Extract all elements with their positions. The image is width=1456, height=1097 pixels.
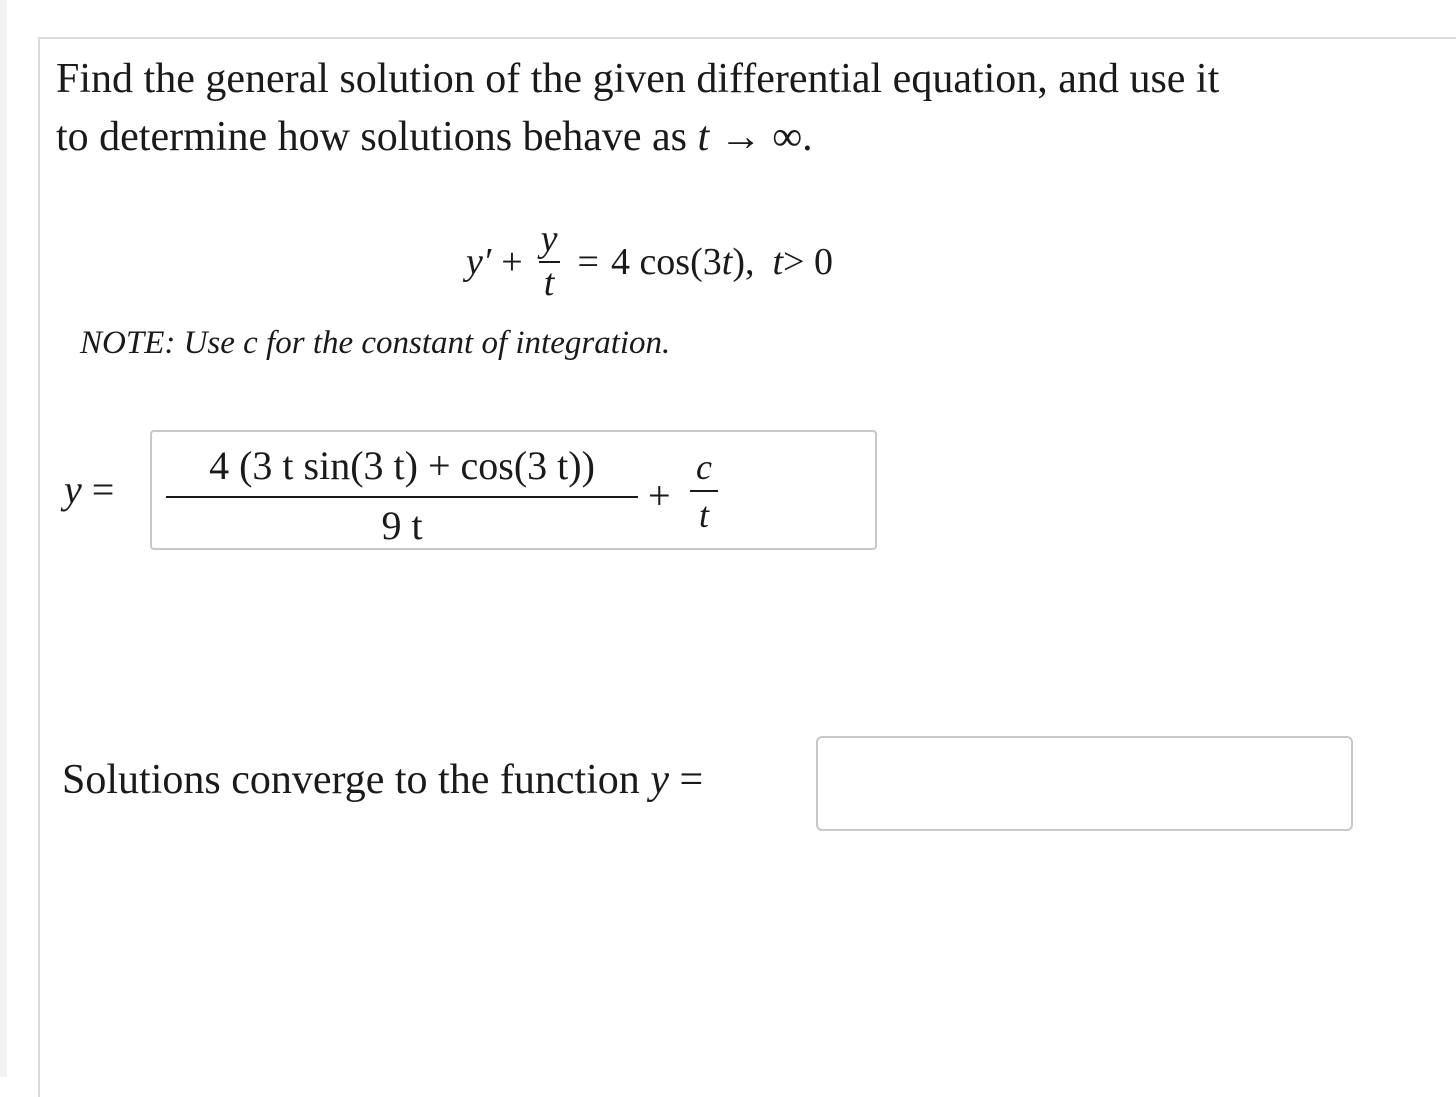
answer-label (64, 466, 114, 513)
converge-label-eq: = (668, 757, 704, 803)
eq-rhs-var: t (721, 241, 733, 283)
answer-c-den: t (698, 495, 709, 535)
answer-denominator: 9 t (381, 503, 423, 548)
eq-plus: + (501, 241, 523, 283)
question-line-2 (56, 108, 1426, 166)
question-arrow-infinity: → ∞. (709, 114, 813, 160)
question-text (56, 50, 1426, 166)
eq-rhs: 4 cos(3 (610, 241, 722, 283)
answer-numerator: 4 (3 t sin(3 t) + cos(3 t)) (209, 443, 595, 488)
eq-condition: > 0 (783, 241, 833, 283)
answer-plus: + (648, 473, 671, 518)
eq-condition-var: t (772, 241, 784, 283)
question-frame (38, 37, 1456, 1097)
converge-label-var: y (650, 757, 669, 803)
answer-label-var: y (64, 467, 82, 512)
left-edge-strip (0, 0, 7, 1077)
question-var-t: t (697, 114, 710, 160)
eq-frac-num: y (540, 218, 558, 261)
converge-label-text: Solutions converge to the function (62, 757, 651, 803)
converge-function-input[interactable] (816, 736, 1353, 831)
general-solution-answer-field[interactable] (150, 430, 877, 550)
eq-y-prime: y′ (466, 241, 492, 283)
eq-rhs-close: ), (732, 241, 755, 283)
answer-label-eq: = (81, 467, 115, 512)
differential-equation (466, 212, 833, 312)
answer-c-num: c (696, 447, 712, 487)
eq-frac-den: t (543, 262, 555, 304)
answer-c-fraction (690, 444, 718, 538)
eq-equals: = (577, 241, 599, 283)
converge-label (62, 756, 703, 804)
question-line-2-prefix: to determine how solutions behave as (56, 114, 698, 160)
note-text: NOTE: Use c for the constant of integration. (80, 325, 671, 361)
eq-fraction (539, 219, 560, 305)
answer-fraction (166, 438, 638, 554)
question-line-1: Find the general solution of the given differential equation, and use it (56, 56, 1220, 102)
